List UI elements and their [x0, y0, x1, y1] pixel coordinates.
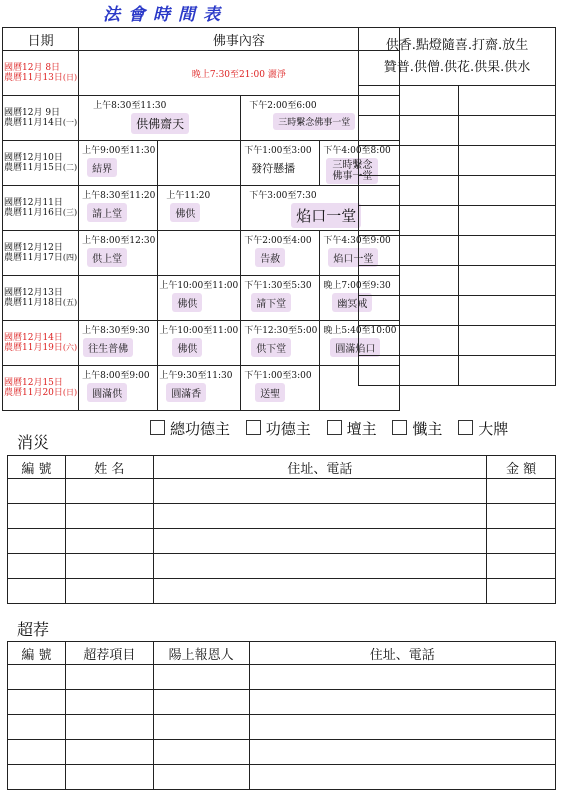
address-phone-cell[interactable]: [249, 690, 555, 715]
table-row: [8, 715, 556, 740]
date-cell: 國曆12月 9日 農曆11月14日(一): [3, 96, 79, 141]
xiaozai-title: 消災: [17, 433, 50, 452]
table-row: [8, 529, 556, 554]
number-cell[interactable]: [8, 479, 66, 504]
event-slot: 上午11:20 佛供: [158, 186, 241, 231]
offering-entry[interactable]: [459, 86, 556, 116]
address-phone-cell[interactable]: [153, 504, 486, 529]
offerings-row: [359, 176, 556, 206]
table-row: [8, 690, 556, 715]
offering-entry[interactable]: [459, 176, 556, 206]
chaojian-table: [7, 641, 556, 790]
offerings-header: 供香.點燈隨喜.打齋.放生 贊普.供僧.供花.供果.供水: [359, 28, 556, 86]
schedule-row: [3, 276, 400, 321]
table-row: [8, 479, 556, 504]
address-phone-cell[interactable]: [153, 479, 486, 504]
offering-entry[interactable]: [359, 206, 459, 236]
amount-cell[interactable]: [487, 479, 556, 504]
offering-entry[interactable]: [359, 326, 459, 356]
item-cell[interactable]: [65, 665, 153, 690]
schedule-table: [2, 27, 400, 411]
event-slot: 上午9:00至11:30 結界: [79, 141, 158, 186]
offering-entry[interactable]: [459, 116, 556, 146]
date-cell: 國曆12月14日 農曆11月19日(六): [3, 321, 79, 366]
event-slot: 下午1:00至3:00 送聖: [241, 366, 320, 411]
person-cell[interactable]: [153, 715, 249, 740]
offering-entry[interactable]: [359, 116, 459, 146]
event-slot: 下午1:00至3:00 發符懸播: [241, 141, 320, 186]
schedule-row: [3, 51, 400, 96]
chaojian-title: 超荐: [17, 620, 50, 639]
schedule-row: [3, 141, 400, 186]
offering-entry[interactable]: [459, 146, 556, 176]
offering-entry[interactable]: [359, 296, 459, 326]
schedule-row: [3, 186, 400, 231]
schedule-row: [3, 321, 400, 366]
col-name: 姓 名: [65, 456, 153, 479]
offerings-row: [359, 266, 556, 296]
empty-slot: [158, 231, 241, 276]
event-slot: 下午4:00至8:00 三時繫念佛事一堂: [320, 141, 399, 186]
checkbox-dapai[interactable]: [458, 420, 473, 435]
offering-entry[interactable]: [359, 356, 459, 386]
date-cell: 國曆12月10日 農曆11月15日(二): [3, 141, 79, 186]
category-checkboxes: 總功德主 功德主 壇主 懺主 大牌: [145, 418, 514, 439]
number-cell[interactable]: [8, 529, 66, 554]
name-cell[interactable]: [65, 504, 153, 529]
event-slot: 下午3:00至7:30 焰口一堂: [241, 186, 399, 231]
date-cell: 國曆12月13日 農曆11月18日(五): [3, 276, 79, 321]
event-slot: 下午2:00至4:00 告赦: [241, 231, 320, 276]
person-cell[interactable]: [153, 740, 249, 765]
event-slot: 上午9:30至11:30 圓滿香: [158, 366, 241, 411]
event-slot: 上午8:00至9:00 圓滿供: [79, 366, 158, 411]
offering-entry[interactable]: [459, 206, 556, 236]
number-cell[interactable]: [8, 554, 66, 579]
checkbox-tanzhu[interactable]: [327, 420, 342, 435]
offering-entry[interactable]: [359, 146, 459, 176]
amount-cell[interactable]: [487, 554, 556, 579]
col-amount: 金 額: [487, 456, 556, 479]
xiaozai-table: [7, 455, 556, 604]
col-number: 編 號: [8, 456, 66, 479]
person-cell[interactable]: [153, 690, 249, 715]
checkbox-gongdezhu[interactable]: [246, 420, 261, 435]
evening-event: 晚上7:30至21:00 灑淨: [79, 51, 399, 96]
item-cell[interactable]: [65, 765, 153, 790]
event-slot: 上午8:30至9:30 往生普佛: [79, 321, 158, 366]
name-cell[interactable]: [65, 579, 153, 604]
offering-entry[interactable]: [359, 176, 459, 206]
number-cell[interactable]: [8, 579, 66, 604]
table-row: [8, 740, 556, 765]
offerings-row: [359, 296, 556, 326]
name-cell[interactable]: [65, 529, 153, 554]
offerings-row: [359, 356, 556, 386]
person-cell[interactable]: [153, 665, 249, 690]
item-cell[interactable]: [65, 740, 153, 765]
offerings-row: [359, 116, 556, 146]
item-cell[interactable]: [65, 690, 153, 715]
event-slot: 晚上5:40至10:00 圓滿焰口: [320, 321, 399, 366]
offerings-row: [359, 236, 556, 266]
offering-entry[interactable]: [359, 236, 459, 266]
table-row: [8, 554, 556, 579]
offering-entry[interactable]: [459, 296, 556, 326]
address-phone-cell[interactable]: [249, 665, 555, 690]
col-address-phone: 住址、電話: [249, 642, 555, 665]
checkbox-chanzhu[interactable]: [392, 420, 407, 435]
event-slot: 晚上7:00至9:30 幽冥戒: [320, 276, 399, 321]
offering-entry[interactable]: [359, 266, 459, 296]
offerings-table: [358, 27, 556, 386]
page-title: 法會時間表: [103, 5, 228, 25]
date-cell: 國曆12月12日 農曆11月17日(四): [3, 231, 79, 276]
table-row: [8, 765, 556, 790]
offering-entry[interactable]: [359, 86, 459, 116]
number-cell[interactable]: [8, 665, 66, 690]
amount-cell[interactable]: [487, 504, 556, 529]
number-cell[interactable]: [8, 690, 66, 715]
schedule-row: [3, 96, 400, 141]
amount-cell[interactable]: [487, 529, 556, 554]
col-address-phone: 住址、電話: [153, 456, 486, 479]
offering-entry[interactable]: [459, 266, 556, 296]
number-cell[interactable]: [8, 765, 66, 790]
table-row: [8, 579, 556, 604]
number-cell[interactable]: [8, 740, 66, 765]
event-slot: 上午10:00至11:00 佛供: [158, 276, 241, 321]
table-row: [8, 504, 556, 529]
date-cell: 國曆12月11日 農曆11月16日(三): [3, 186, 79, 231]
offering-entry[interactable]: [459, 236, 556, 266]
event-slot: 上午8:00至12:30 供上堂: [79, 231, 158, 276]
event-slot: 下午2:00至6:00 三時繫念佛事一堂: [241, 96, 399, 141]
address-phone-cell[interactable]: [249, 765, 555, 790]
offerings-row: [359, 146, 556, 176]
checkbox-zong-gongdezhu[interactable]: [150, 420, 165, 435]
empty-slot: [79, 276, 158, 321]
offering-entry[interactable]: [459, 356, 556, 386]
event-slot: 下午4:30至9:00 焰口一堂: [320, 231, 399, 276]
address-phone-cell[interactable]: [249, 715, 555, 740]
address-phone-cell[interactable]: [249, 740, 555, 765]
date-cell: 國曆12月15日 農曆11月20日(日): [3, 366, 79, 411]
amount-cell[interactable]: [487, 579, 556, 604]
person-cell[interactable]: [153, 765, 249, 790]
event-slot: 下午12:30至5:00 供下堂: [241, 321, 320, 366]
name-cell[interactable]: [65, 554, 153, 579]
content-header: 佛事內容: [79, 28, 399, 51]
offering-entry[interactable]: [459, 326, 556, 356]
date-cell: 國曆12月 8日 農曆11月13日(日): [3, 51, 79, 96]
offerings-row: [359, 206, 556, 236]
col-deliverance-item: 超荐項目: [65, 642, 153, 665]
name-cell[interactable]: [65, 479, 153, 504]
address-phone-cell[interactable]: [153, 579, 486, 604]
table-row: [8, 665, 556, 690]
address-phone-cell[interactable]: [153, 529, 486, 554]
event-slot: 上午10:00至11:00 佛供: [158, 321, 241, 366]
offerings-row: [359, 326, 556, 356]
event-slot: 上午8:30至11:30 供佛齋天: [79, 96, 241, 141]
number-cell[interactable]: [8, 715, 66, 740]
address-phone-cell[interactable]: [153, 554, 486, 579]
event-slot: 下午1:30至5:30 請下堂: [241, 276, 320, 321]
schedule-row: [3, 366, 400, 411]
date-header: 日期: [3, 28, 79, 51]
event-slot: 上午8:30至11:20 請上堂: [79, 186, 158, 231]
schedule-row: [3, 231, 400, 276]
item-cell[interactable]: [65, 715, 153, 740]
col-filial-person: 陽上報恩人: [153, 642, 249, 665]
number-cell[interactable]: [8, 504, 66, 529]
empty-slot: [158, 141, 241, 186]
col-number: 編 號: [8, 642, 66, 665]
offerings-row: [359, 86, 556, 116]
